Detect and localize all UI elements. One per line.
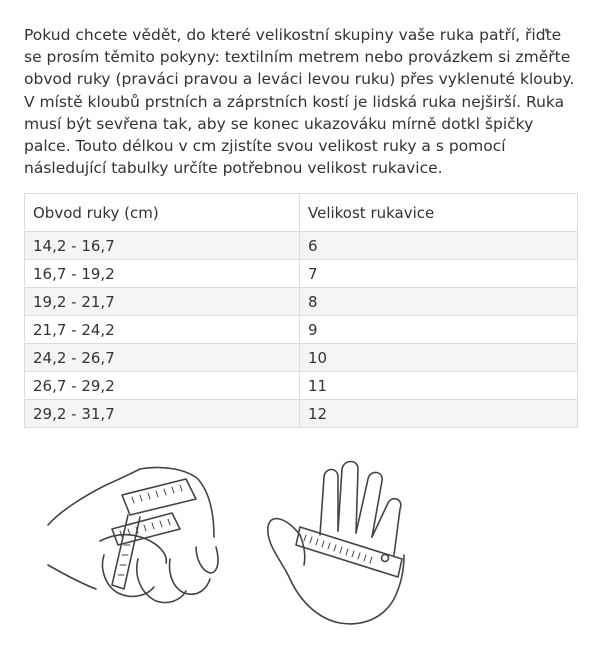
fist-with-tape-icon	[48, 467, 218, 602]
hand-measurement-illustration	[0, 455, 600, 655]
cell-size: 7	[300, 260, 578, 288]
cell-circumference: 29,2 - 31,7	[25, 400, 300, 428]
cell-circumference: 16,7 - 19,2	[25, 260, 300, 288]
cell-size: 11	[300, 372, 578, 400]
table-row	[25, 344, 578, 372]
cell-circumference: 14,2 - 16,7	[25, 232, 300, 260]
table-row	[25, 288, 578, 316]
cell-size: 6	[300, 232, 578, 260]
table-row	[25, 372, 578, 400]
table-row	[25, 316, 578, 344]
cell-size: 9	[300, 316, 578, 344]
cell-size: 10	[300, 344, 578, 372]
table-header-row	[25, 194, 578, 232]
cell-circumference: 24,2 - 26,7	[25, 344, 300, 372]
table-row	[25, 400, 578, 428]
cell-circumference: 21,7 - 24,2	[25, 316, 300, 344]
cell-circumference: 19,2 - 21,7	[25, 288, 300, 316]
column-header-hand-circumference: Obvod ruky (cm)	[25, 194, 300, 232]
open-hand-with-tape-icon	[268, 462, 404, 624]
table-row	[25, 232, 578, 260]
table-row	[25, 260, 578, 288]
cell-size: 8	[300, 288, 578, 316]
cell-circumference: 26,7 - 29,2	[25, 372, 300, 400]
column-header-glove-size: Velikost rukavice	[300, 194, 578, 232]
cell-size: 12	[300, 400, 578, 428]
glove-size-table	[24, 193, 578, 428]
intro-paragraph: Pokud chcete vědět, do které velikostní skupiny vaše ruka patří, řiďte se prosím těmito pokyny: textilním metrem nebo provázkem si změřte obvod ruky (praváci pravou a leváci levou ruku) přes vyklenuté klouby. V místě kloubů prstních a záprstních kostí je lidská ruka nejširší. Ruka musí být sevřena tak, aby se konec ukazováku mírně dotkl špičky palce. Touto délkou v cm zjistíte svou velikost ruky a s pomocí následující tabulky určíte potřebnou velikost rukavice.	[24, 26, 575, 178]
